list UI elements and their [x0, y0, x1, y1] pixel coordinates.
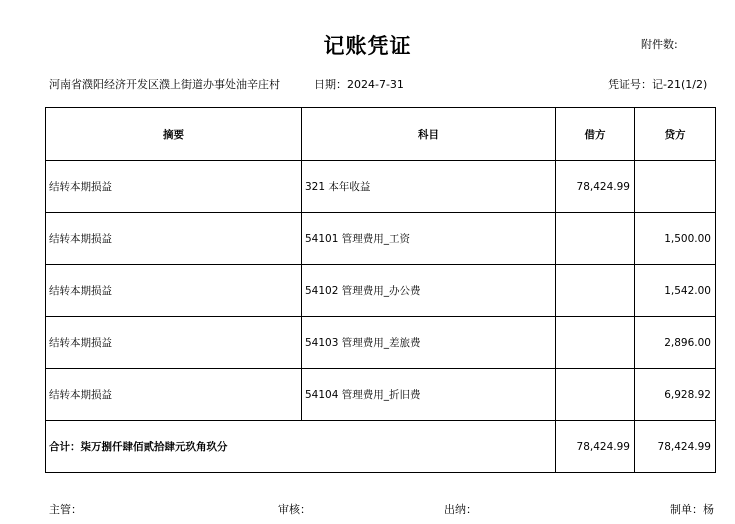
- auditor-label: 审核：: [278, 503, 311, 516]
- column-header-summary: 摘要: [46, 108, 302, 161]
- supervisor-label: 主管：: [49, 503, 82, 516]
- row-credit: 1,500.00: [635, 213, 716, 265]
- row-credit: 6,928.92: [635, 369, 716, 421]
- column-header-debit: 借方: [556, 108, 635, 161]
- column-header-account: 科目: [302, 108, 556, 161]
- row-account: 321 本年收益: [302, 161, 556, 213]
- column-header-credit: 贷方: [635, 108, 716, 161]
- signature-footer: [49, 501, 714, 517]
- row-credit: [635, 161, 716, 213]
- voucher-title: 记账凭证: [323, 34, 412, 58]
- row-debit: [556, 265, 635, 317]
- row-credit: 2,896.00: [635, 317, 716, 369]
- voucher-number: 凭证号：记-21(1/2): [608, 78, 708, 91]
- total-label: 合计：柒万捌仟肆佰贰拾肆元玖角玖分: [46, 421, 556, 473]
- voucher-date: 日期：2024-7-31: [314, 78, 404, 91]
- table-row: [46, 317, 716, 369]
- row-summary: 结转本期损益: [46, 265, 302, 317]
- row-account: 54102 管理费用_办公费: [302, 265, 556, 317]
- table-row: [46, 213, 716, 265]
- table-row: [46, 161, 716, 213]
- row-credit: 1,542.00: [635, 265, 716, 317]
- row-debit: [556, 317, 635, 369]
- row-summary: 结转本期损益: [46, 317, 302, 369]
- row-summary: 结转本期损益: [46, 369, 302, 421]
- voucher-entries-table: [45, 107, 716, 473]
- company-name: 河南省濮阳经济开发区濮上街道办事处油辛庄村: [49, 78, 280, 91]
- row-debit: [556, 369, 635, 421]
- preparer-label: 制单：杨: [670, 503, 714, 516]
- table-header-row: [46, 108, 716, 161]
- row-account: 54101 管理费用_工资: [302, 213, 556, 265]
- table-row: [46, 265, 716, 317]
- row-account: 54103 管理费用_差旅费: [302, 317, 556, 369]
- row-account: 54104 管理费用_折旧费: [302, 369, 556, 421]
- row-summary: 结转本期损益: [46, 161, 302, 213]
- row-summary: 结转本期损益: [46, 213, 302, 265]
- table-row: [46, 369, 716, 421]
- row-debit: [556, 213, 635, 265]
- cashier-label: 出纳：: [444, 503, 477, 516]
- row-debit: 78,424.99: [556, 161, 635, 213]
- total-debit: 78,424.99: [556, 421, 635, 473]
- total-row: [46, 421, 716, 473]
- attachments-label: 附件数:: [641, 38, 678, 51]
- total-credit: 78,424.99: [635, 421, 716, 473]
